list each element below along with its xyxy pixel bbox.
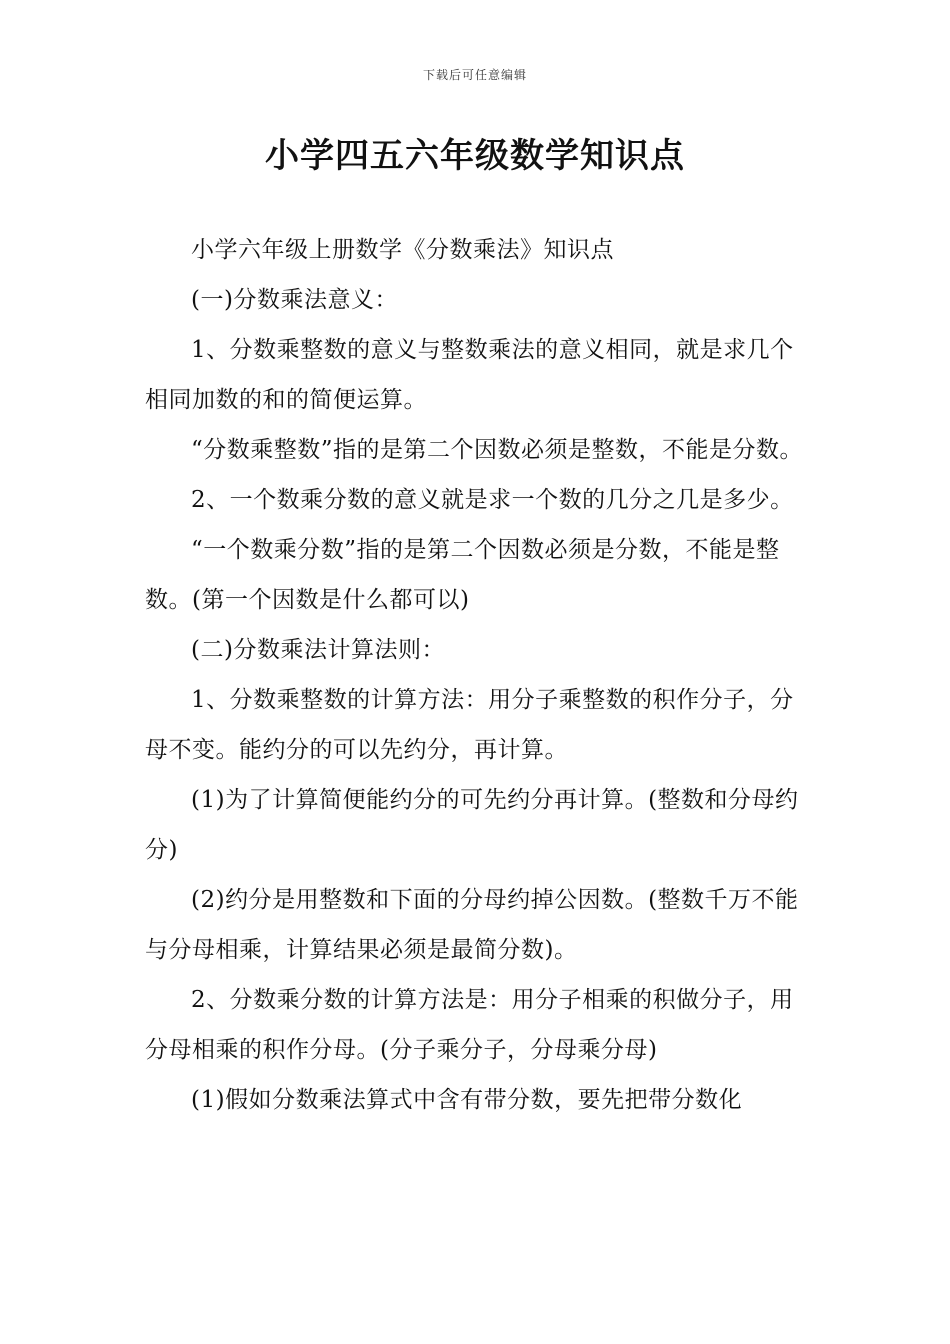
paragraph: 1、分数乘整数的计算方法：用分子乘整数的积作分子，分母不变。能约分的可以先约分，再计算。 (145, 687, 794, 763)
paragraph: “一个数乘分数”指的是第二个因数必须是分数，不能是整数。(第一个因数是什么都可以) (145, 537, 780, 613)
document-title: 小学四五六年级数学知识点 (265, 136, 685, 176)
paragraph: 2、分数乘分数的计算方法是：用分子相乘的积做分子，用分母相乘的积作分母。(分子乘分子，分母乘分母) (145, 987, 794, 1063)
paragraph-section-2-heading: (二)分数乘法计算法则： (191, 637, 445, 663)
paragraph: (1)假如分数乘法算式中含有带分数，要先把带分数化 (191, 1087, 743, 1113)
paragraph-subtitle: 小学六年级上册数学《分数乘法》知识点 (191, 237, 614, 263)
paragraph: 2、一个数乘分数的意义就是求一个数的几分之几是多少。 (191, 487, 794, 513)
header-note: 下载后可任意编辑 (422, 68, 527, 82)
paragraph: “分数乘整数”指的是第二个因数必须是整数，不能是分数。 (191, 437, 804, 463)
document-body (145, 225, 810, 1125)
paragraph-section-1-heading: (一)分数乘法意义： (191, 287, 398, 313)
paragraph: (1)为了计算简便能约分的可先约分再计算。(整数和分母约分) (145, 787, 799, 863)
paragraph: (2)约分是用整数和下面的分母约掉公因数。(整数千万不能与分母相乘，计算结果必须是最简分数)。 (145, 887, 799, 963)
paragraph: 1、分数乘整数的意义与整数乘法的意义相同，就是求几个相同加数的和的简便运算。 (145, 337, 794, 413)
